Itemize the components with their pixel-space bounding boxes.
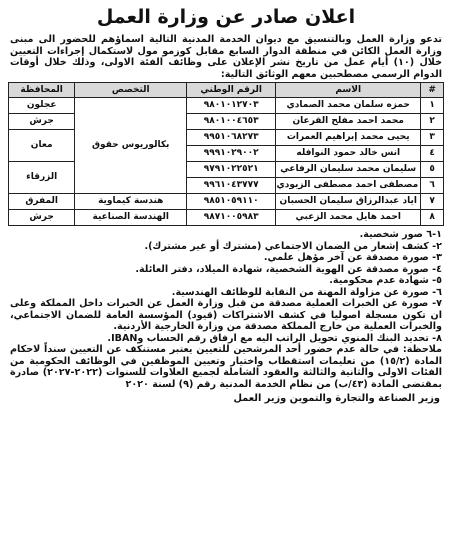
candidate-name: انس خالد حمود النوافله xyxy=(276,146,421,162)
national-id: ٩٨٧١٠٠٥٩٨٣ xyxy=(187,210,276,226)
row-number: ٦ xyxy=(421,178,444,194)
national-id: ٩٧٩١٠٢٢٥٢١ xyxy=(187,162,276,178)
row-number: ٨ xyxy=(421,210,444,226)
header-governorate: المحافظة xyxy=(9,83,75,98)
header-national-id: الرقم الوطني xyxy=(187,83,276,98)
candidates-table xyxy=(8,82,444,226)
national-id: ٩٨٥١٠٥٩١١٠ xyxy=(187,194,276,210)
table-row xyxy=(9,98,444,114)
signature-line: وزير الصناعة والتجارة والتموين وزير العمل xyxy=(233,393,440,405)
row-number: ١ xyxy=(421,98,444,114)
announcement-title: اعلان صادر عن وزارة العمل xyxy=(96,6,356,28)
candidate-name: مصطفى احمد مصطفى الزيودي xyxy=(276,178,421,194)
row-number: ٧ xyxy=(421,194,444,210)
table-row xyxy=(9,210,444,226)
header-number: # xyxy=(421,83,444,98)
row-number: ٢ xyxy=(421,114,444,130)
document-item: ٤- صورة مصدقة عن الهوية الشخصية، شهادة الميلاد، دفتر العائلة. xyxy=(135,263,442,275)
table-row xyxy=(9,130,444,146)
header-specialization: التخصص xyxy=(75,83,187,98)
candidate-name: حمزه سلمان محمد الصمادي xyxy=(276,98,421,114)
candidate-name: محمد احمد مفلح القرعان xyxy=(276,114,421,130)
governorate-cell: الزرقاء xyxy=(9,162,75,194)
note-paragraph: ملاحظة: في حالة عدم حضور أحد المرشحين للتعيين يعتبر مستنكف عن التعيين سنداً لاحكام المادة (١٥/٢) من تعليمات استقطاب واختيار وتعيين الموظفين في الوظائف الحكومية من الفئات الاولى والثانية والثالثة والعقود الشاملة لجميع العلاوات للسنوات (٢٠٢٢-٢٠٢٧) صادرة بمقتضى المادة (٤٣/ب) من نظام الخدمة المدنية رقم (٩) لسنة ٢٠٢٠ xyxy=(10,344,442,390)
national-id: ٩٨٠١٠٠٤٦٥٣ xyxy=(187,114,276,130)
row-number: ٤ xyxy=(421,146,444,162)
intro-paragraph: تدعو وزارة العمل وبالتنسيق مع ديوان الخدمة المدنية التالية اسماؤهم للحضور الى مبنى وزارة العمل الكائن في منطقة الدوار السابع مقابل كوزمو مول لاستكمال إجراءات التعيين خلال (١٠) أيام عمل من تاريخ نشر الإعلان على وظائف الفئة الاولى، وذلك خلال أوقات الدوام الرسمي مصطحبين معهم الوثائق التالية: xyxy=(10,34,442,80)
national-id: ٩٩٦١٠٤٣٧٧٧ xyxy=(187,178,276,194)
table-row xyxy=(9,162,444,178)
candidate-name: احمد هايل محمد الزعبي xyxy=(276,210,421,226)
specialization-cell: هندسة كيماوية xyxy=(75,194,187,210)
table-header-row xyxy=(9,83,444,98)
governorate-cell: جرش xyxy=(9,210,75,226)
specialization-cell: الهندسة الصناعية xyxy=(75,210,187,226)
governorate-cell: المفرق xyxy=(9,194,75,210)
candidate-name: اياد عبدالرزاق سليمان الحسبان xyxy=(276,194,421,210)
document-item: ٧- صورة عن الخبرات العملية مصدقة من قبل وزارة العمل عن الخبرات داخل المملكة وعلى ان تكون مسجلة اصوليا في كشف الاشتراكات (قيود) المؤسسة العامة للضمان الاجتماعي، والخبرات العملية من خارج المملكة مصدقة من وزارة الخارجية الأردنية. xyxy=(10,298,442,333)
document-item: ٥- شهادة عدم محكومية. xyxy=(329,275,442,287)
document-item: ٦- صورة عن مزاولة المهنة من النقابة للوظائف الهندسية. xyxy=(171,286,442,298)
required-documents-list xyxy=(10,229,442,390)
candidate-name: يحيى محمد إبراهيم العمرات xyxy=(276,130,421,146)
specialization-cell: بكالوريوس حقوق xyxy=(75,98,187,194)
table-row xyxy=(9,194,444,210)
national-id: ٩٩٩١٠٢٩٠٠٢ xyxy=(187,146,276,162)
governorate-cell: جرش xyxy=(9,114,75,130)
header-name: الاسم xyxy=(276,83,421,98)
document-item: ٣- صورة مصدقة عن آخر مؤهل علمي. xyxy=(263,252,442,264)
candidate-name: سليمان محمد سليمان الرفاعي xyxy=(276,162,421,178)
governorate-cell: معان xyxy=(9,130,75,162)
governorate-cell: عجلون xyxy=(9,98,75,114)
document-item: ١-٦ صور شخصية. xyxy=(359,229,442,241)
document-item: ٨- تحديد البنك المنوي تحويل الراتب اليه مع ارفاق رقم الحساب وIBAN. xyxy=(107,332,442,344)
national-id: ٩٨٠١٠١٢٧٠٣ xyxy=(187,98,276,114)
row-number: ٥ xyxy=(421,162,444,178)
document-item: ٢- كشف إشعار من الضمان الاجتماعي (مشترك أو غير مشترك). xyxy=(144,240,442,252)
table-row xyxy=(9,114,444,130)
national-id: ٩٩٥١٠٦٨٢٧٣ xyxy=(187,130,276,146)
row-number: ٣ xyxy=(421,130,444,146)
